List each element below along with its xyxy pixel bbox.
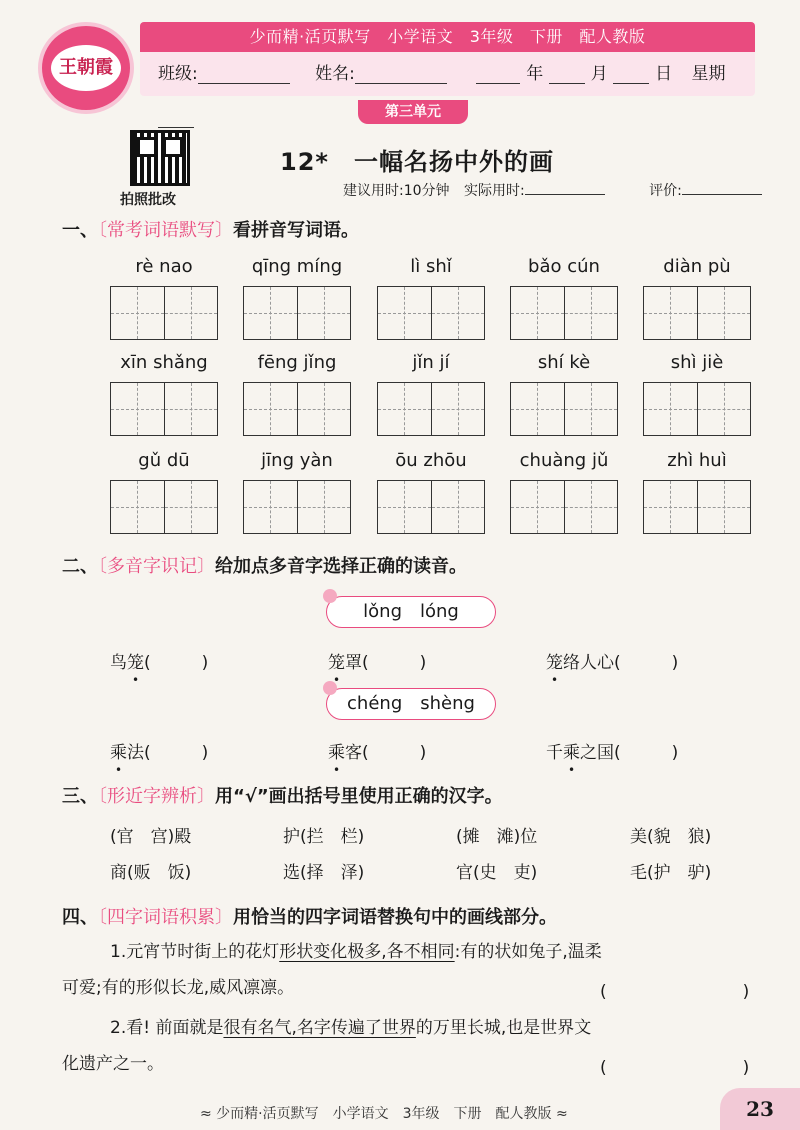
pinyin-text: ōu zhōu <box>395 450 467 471</box>
class-field[interactable] <box>198 64 290 84</box>
writing-boxes[interactable] <box>643 382 751 436</box>
brand-logo <box>38 22 134 114</box>
class-label: 班级: <box>158 64 198 84</box>
writing-boxes[interactable] <box>110 480 218 534</box>
char-choice-item[interactable]: 毛(护 驴) <box>630 863 712 883</box>
pinyin-word <box>510 256 618 340</box>
footer-series: ≈ 少而精·活页默写 小学语文 3年级 下册 配人教版 ≈ <box>200 1106 568 1122</box>
writing-boxes[interactable] <box>510 480 618 534</box>
section4-text: 用恰当的四字词语替换句中的画线部分。 <box>233 907 557 928</box>
writing-cell[interactable] <box>378 481 431 533</box>
question-2: 2.看! 前面就是很有名气,名字传遍了世界的万里长城,也是世界文 <box>110 1018 592 1038</box>
char-choice-item[interactable]: (摊 滩)位 <box>456 827 538 847</box>
flower-icon <box>323 681 337 695</box>
writing-boxes[interactable] <box>643 286 751 340</box>
day-label: 日 <box>655 64 673 84</box>
writing-cell[interactable] <box>244 383 297 435</box>
writing-boxes[interactable] <box>510 286 618 340</box>
lesson-meta <box>343 180 762 200</box>
pinyin-word <box>377 450 485 534</box>
question-1-line2: 可爱;有的形似长龙,威风凛凛。 <box>62 978 295 998</box>
pinyin-word <box>643 256 751 340</box>
page-number: 23 <box>720 1088 800 1130</box>
weekday-label: 星期 <box>691 64 726 84</box>
writing-cell[interactable] <box>697 383 751 435</box>
pinyin-text: lì shǐ <box>410 256 452 277</box>
polyphone-item: 笼络人心( ) <box>546 653 679 673</box>
section2-text: 给加点多音字选择正确的读音。 <box>215 556 467 577</box>
writing-cell[interactable] <box>164 287 218 339</box>
question-2-line2: 化遗产之一。 <box>62 1054 164 1074</box>
char-choice-item[interactable]: 官(史 吏) <box>456 863 538 883</box>
reading-options-2 <box>326 688 496 720</box>
section1-number: 一、 <box>62 220 98 241</box>
writing-boxes[interactable] <box>643 480 751 534</box>
section2-number: 二、 <box>62 556 98 577</box>
char-choice-item[interactable]: 护(拦 栏) <box>283 827 365 847</box>
writing-boxes[interactable] <box>243 382 351 436</box>
writing-cell[interactable] <box>511 383 564 435</box>
pinyin-text: diàn pù <box>663 256 731 277</box>
writing-cell[interactable] <box>111 383 164 435</box>
char-choice-item[interactable]: 美(貌 狼) <box>630 827 712 847</box>
char-choice-item[interactable]: 商(贩 饭) <box>110 863 192 883</box>
pinyin-text: shí kè <box>537 352 591 373</box>
year-field[interactable] <box>476 64 520 84</box>
writing-cell[interactable] <box>244 481 297 533</box>
polyphone-item: 鸟笼( ) <box>110 653 209 673</box>
weekday-field[interactable] <box>158 108 194 128</box>
writing-cell[interactable] <box>644 481 697 533</box>
writing-boxes[interactable] <box>377 480 485 534</box>
writing-cell[interactable] <box>378 287 431 339</box>
qr-label: 拍照批改 <box>120 192 176 208</box>
char-choice-item[interactable]: (官 宫)殿 <box>110 827 192 847</box>
writing-cell[interactable] <box>431 481 485 533</box>
underlined-phrase: 形状变化极多,各不相同 <box>279 942 455 962</box>
section4-heading <box>62 903 557 929</box>
char-choice-item[interactable]: 选(择 泽) <box>283 863 365 883</box>
pinyin-word <box>243 450 351 534</box>
flower-icon <box>323 589 337 603</box>
pinyin-text: fēng jǐng <box>257 352 337 373</box>
pinyin-text: xīn shǎng <box>120 352 208 373</box>
name-label: 姓名: <box>315 64 355 84</box>
section3-heading <box>62 782 503 808</box>
answer-blank-1[interactable]: ( ) <box>600 982 750 1002</box>
writing-boxes[interactable] <box>243 286 351 340</box>
writing-cell[interactable] <box>164 383 218 435</box>
writing-cell[interactable] <box>511 287 564 339</box>
unit-tag: 第三单元 <box>358 100 468 124</box>
student-info-row <box>140 52 755 96</box>
writing-boxes[interactable] <box>110 286 218 340</box>
pinyin-word <box>510 352 618 436</box>
pinyin-text: qīng míng <box>251 256 343 277</box>
writing-cell[interactable] <box>431 383 485 435</box>
series-banner: 少而精·活页默写 小学语文 3年级 下册 配人教版 <box>140 22 755 52</box>
writing-cell[interactable] <box>164 481 218 533</box>
polyphone-item: 千乘之国( ) <box>546 743 679 763</box>
pinyin-text: rè nao <box>135 256 193 277</box>
lesson-title: 12* 一幅名扬中外的画 <box>280 148 554 176</box>
pinyin-text: shì jiè <box>670 352 724 373</box>
pinyin-word <box>643 352 751 436</box>
pinyin-word <box>377 352 485 436</box>
section3-text: 用“√”画出括号里使用正确的汉字。 <box>215 786 503 807</box>
name-field[interactable] <box>355 64 447 84</box>
pinyin-word <box>643 450 751 534</box>
writing-cell[interactable] <box>564 287 618 339</box>
pinyin-text: jǐn jí <box>412 352 450 373</box>
reading-options-2-text: chéng shèng <box>347 693 475 714</box>
pinyin-word <box>110 352 218 436</box>
pinyin-word <box>110 256 218 340</box>
rating-label: 评价: <box>649 183 682 199</box>
writing-cell[interactable] <box>244 287 297 339</box>
pinyin-text: chuàng jǔ <box>519 450 609 471</box>
section3-number: 三、 <box>62 786 98 807</box>
month-field[interactable] <box>549 64 585 84</box>
section1-tag: 〔常考词语默写〕 <box>98 220 233 241</box>
polyphone-item: 乘客( ) <box>328 743 427 763</box>
section2-tag: 〔多音字识记〕 <box>98 556 215 577</box>
pinyin-word <box>243 256 351 340</box>
writing-cell[interactable] <box>431 287 485 339</box>
section4-number: 四、 <box>62 907 98 928</box>
reading-options-1-text: lǒng lóng <box>363 601 459 622</box>
section4-tag: 〔四字词语积累〕 <box>98 907 233 928</box>
rating-field[interactable] <box>682 194 762 195</box>
question-1: 1.元宵节时街上的花灯形状变化极多,各不相同:有的状如兔子,温柔 <box>110 942 602 962</box>
writing-boxes[interactable] <box>510 382 618 436</box>
section1-heading <box>62 216 359 242</box>
polyphone-item: 笼罩( ) <box>328 653 427 673</box>
logo-text: 王朝霞 <box>51 45 121 91</box>
writing-cell[interactable] <box>644 287 697 339</box>
month-label: 月 <box>590 64 608 84</box>
qr-code-icon[interactable] <box>130 130 190 186</box>
writing-cell[interactable] <box>564 481 618 533</box>
pinyin-text: zhì huì <box>667 450 727 471</box>
writing-cell[interactable] <box>697 481 751 533</box>
answer-blank-2[interactable]: ( ) <box>600 1058 750 1078</box>
pinyin-word <box>377 256 485 340</box>
writing-boxes[interactable] <box>110 382 218 436</box>
writing-cell[interactable] <box>378 383 431 435</box>
underlined-phrase: 很有名气,名字传遍了世界 <box>223 1018 416 1038</box>
writing-cell[interactable] <box>697 287 751 339</box>
suggested-time: 建议用时:10分钟 <box>343 183 450 199</box>
pinyin-word <box>510 450 618 534</box>
polyphone-item: 乘法( ) <box>110 743 209 763</box>
writing-boxes[interactable] <box>377 382 485 436</box>
reading-options-1 <box>326 596 496 628</box>
writing-boxes[interactable] <box>377 286 485 340</box>
pinyin-word <box>110 450 218 534</box>
pinyin-text: bǎo cún <box>528 256 600 277</box>
pinyin-text: jīng yàn <box>261 450 333 471</box>
section1-text: 看拼音写词语。 <box>233 220 359 241</box>
writing-cell[interactable] <box>644 383 697 435</box>
pinyin-word <box>243 352 351 436</box>
section3-tag: 〔形近字辨析〕 <box>98 786 215 807</box>
writing-cell[interactable] <box>111 481 164 533</box>
pinyin-text: gǔ dū <box>138 450 190 471</box>
year-label: 年 <box>526 64 544 84</box>
writing-cell[interactable] <box>297 287 351 339</box>
day-field[interactable] <box>613 64 649 84</box>
writing-cell[interactable] <box>564 383 618 435</box>
actual-time-field[interactable] <box>525 194 605 195</box>
writing-cell[interactable] <box>111 287 164 339</box>
writing-cell[interactable] <box>511 481 564 533</box>
section2-heading <box>62 552 467 578</box>
writing-cell[interactable] <box>297 383 351 435</box>
writing-cell[interactable] <box>297 481 351 533</box>
writing-boxes[interactable] <box>243 480 351 534</box>
actual-time-label: 实际用时: <box>463 183 525 199</box>
